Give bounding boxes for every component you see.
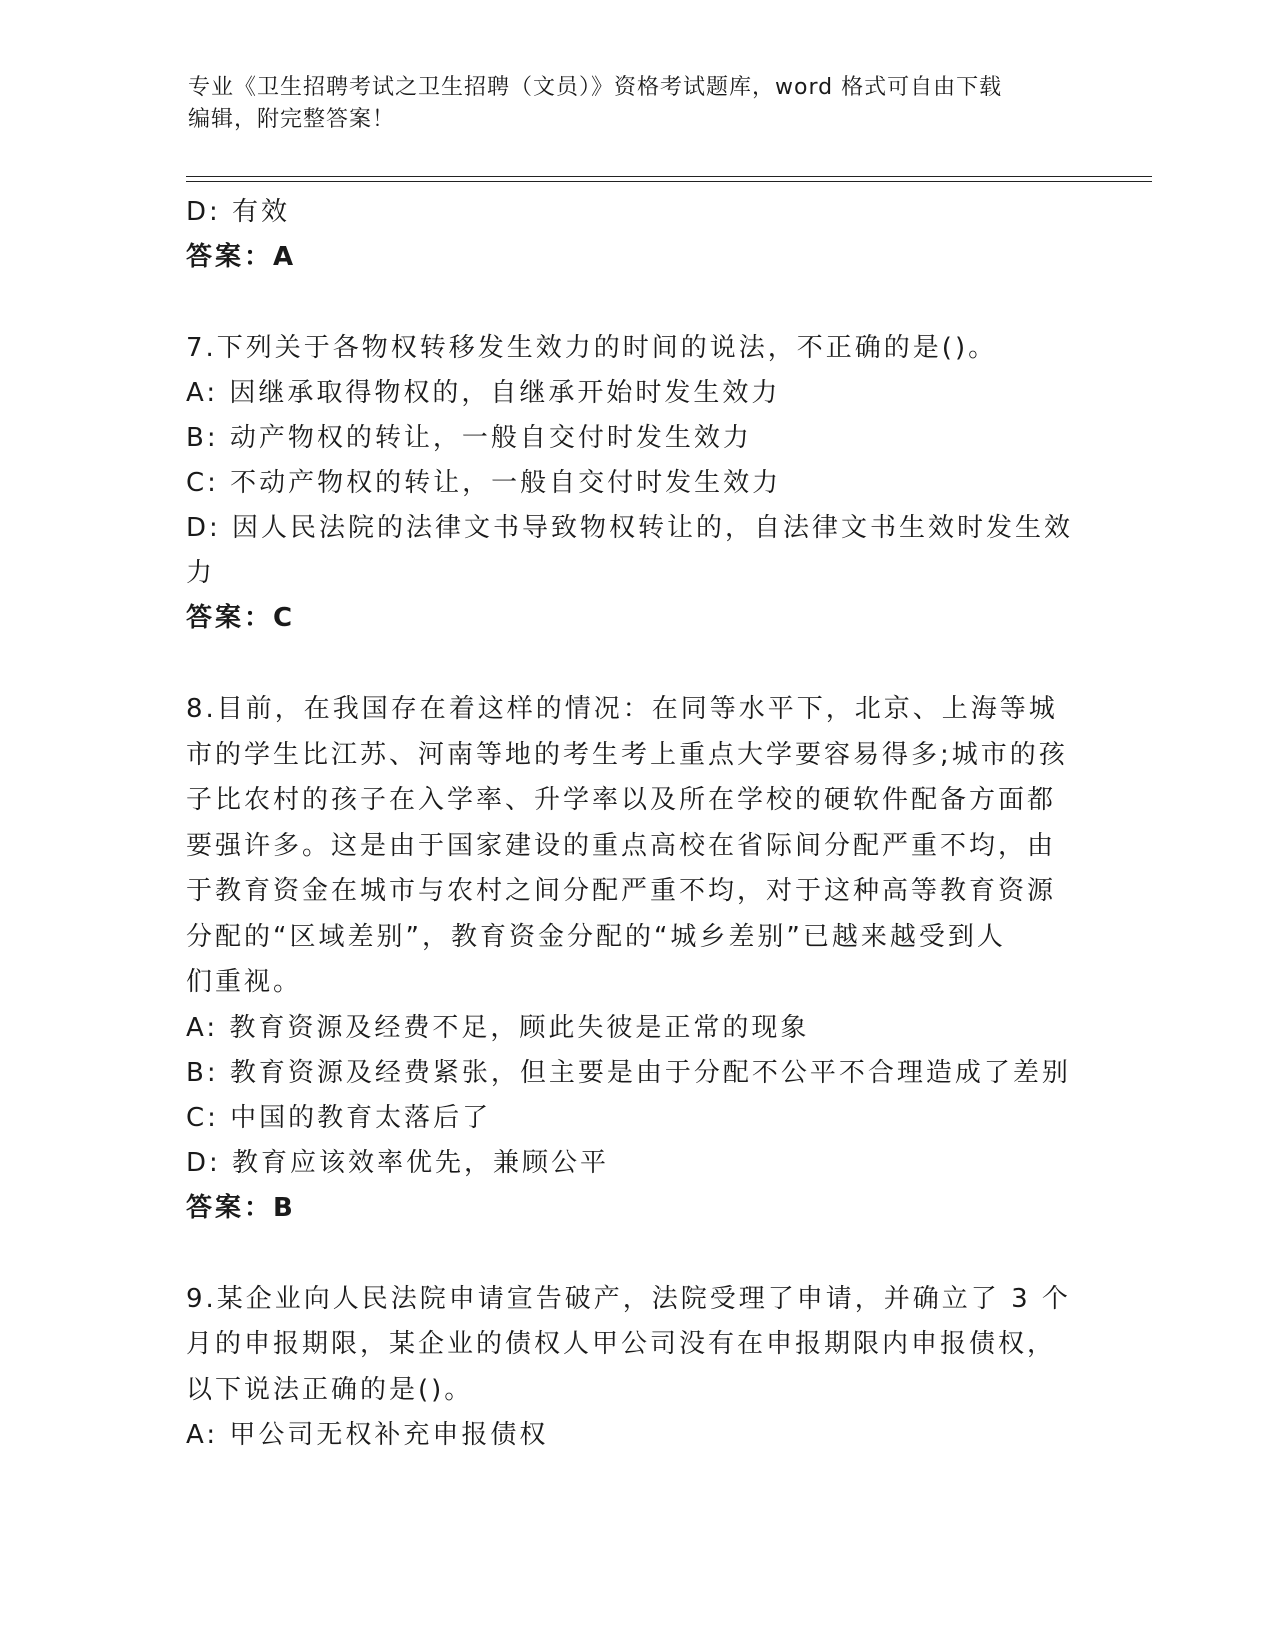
spacer [186, 641, 1076, 687]
q9-stem-line-1: 9.某企业向人民法院申请宣告破产，法院受理了申请，并确立了 3 个 [186, 1283, 1071, 1314]
q7-option-c: C: 不动产物权的转让，一般自交付时发生效力 [186, 468, 782, 498]
q7-option-d-continued: 力 [186, 558, 216, 588]
header-line-2: 编辑，附完整答案！ [188, 107, 396, 132]
header-line-1: 专业《卫生招聘考试之卫生招聘（文员）》资格考试题库，word 格式可自由下载 [188, 75, 1003, 100]
prev-answer: 答案：A [186, 242, 297, 272]
q9-option-a: A: 甲公司无权补充申报债权 [186, 1420, 549, 1450]
q8-option-b: B: 教育资源及经费紧张，但主要是由于分配不公平不合理造成了差别 [186, 1057, 1071, 1088]
q8-stem-line-4: 要强许多。这是由于国家建设的重点高校在省际间分配严重不均，由 [186, 830, 1057, 861]
question-content [186, 190, 1076, 1458]
q8-option-c: C: 中国的教育太落后了 [186, 1102, 492, 1133]
spacer [186, 1231, 1076, 1277]
q8-option-d: D: 教育应该效率优先，兼顾公平 [186, 1147, 610, 1178]
q7-option-d: D: 因人民法院的法律文书导致物权转让的，自法律文书生效时发生效 [186, 513, 1074, 543]
document-header [188, 72, 1068, 136]
q7-stem: 7.下列关于各物权转移发生效力的时间的说法，不正确的是()。 [186, 333, 998, 363]
header-divider-top [186, 176, 1152, 177]
q7-option-a: A: 因继承取得物权的，自继承开始时发生效力 [186, 378, 781, 408]
q8-stem-line-5: 于教育资金在城市与农村之间分配严重不均，对于这种高等教育资源 [186, 876, 1057, 906]
q8-stem-line-1: 8.目前，在我国存在着这样的情况：在同等水平下，北京、上海等城 [186, 694, 1058, 724]
q7-option-b: B: 动产物权的转让，一般自交付时发生效力 [186, 423, 752, 453]
spacer [186, 280, 1076, 326]
q8-stem-line-3: 子比农村的孩子在入学率、升学率以及所在学校的硬软件配备方面都 [186, 785, 1057, 815]
q8-stem-line-2: 市的学生比江苏、河南等地的考生考上重点大学要容易得多;城市的孩 [186, 739, 1068, 770]
q7-answer: 答案：C [186, 603, 296, 633]
q8-stem-line-7: 们重视。 [186, 967, 303, 997]
q9-stem-line-2: 月的申报期限，某企业的债权人甲公司没有在申报期限内申报债权， [186, 1329, 1057, 1359]
header-divider-bottom [186, 181, 1152, 182]
prev-option-d: D: 有效 [186, 197, 291, 227]
q8-option-a: A: 教育资源及经费不足，顾此失彼是正常的现象 [186, 1012, 810, 1043]
q8-answer: 答案：B [186, 1192, 296, 1223]
q9-stem-line-3: 以下说法正确的是()。 [186, 1374, 474, 1405]
q8-stem-line-6: 分配的“区域差别”，教育资金分配的“城乡差别”已越来越受到人 [186, 921, 1006, 952]
